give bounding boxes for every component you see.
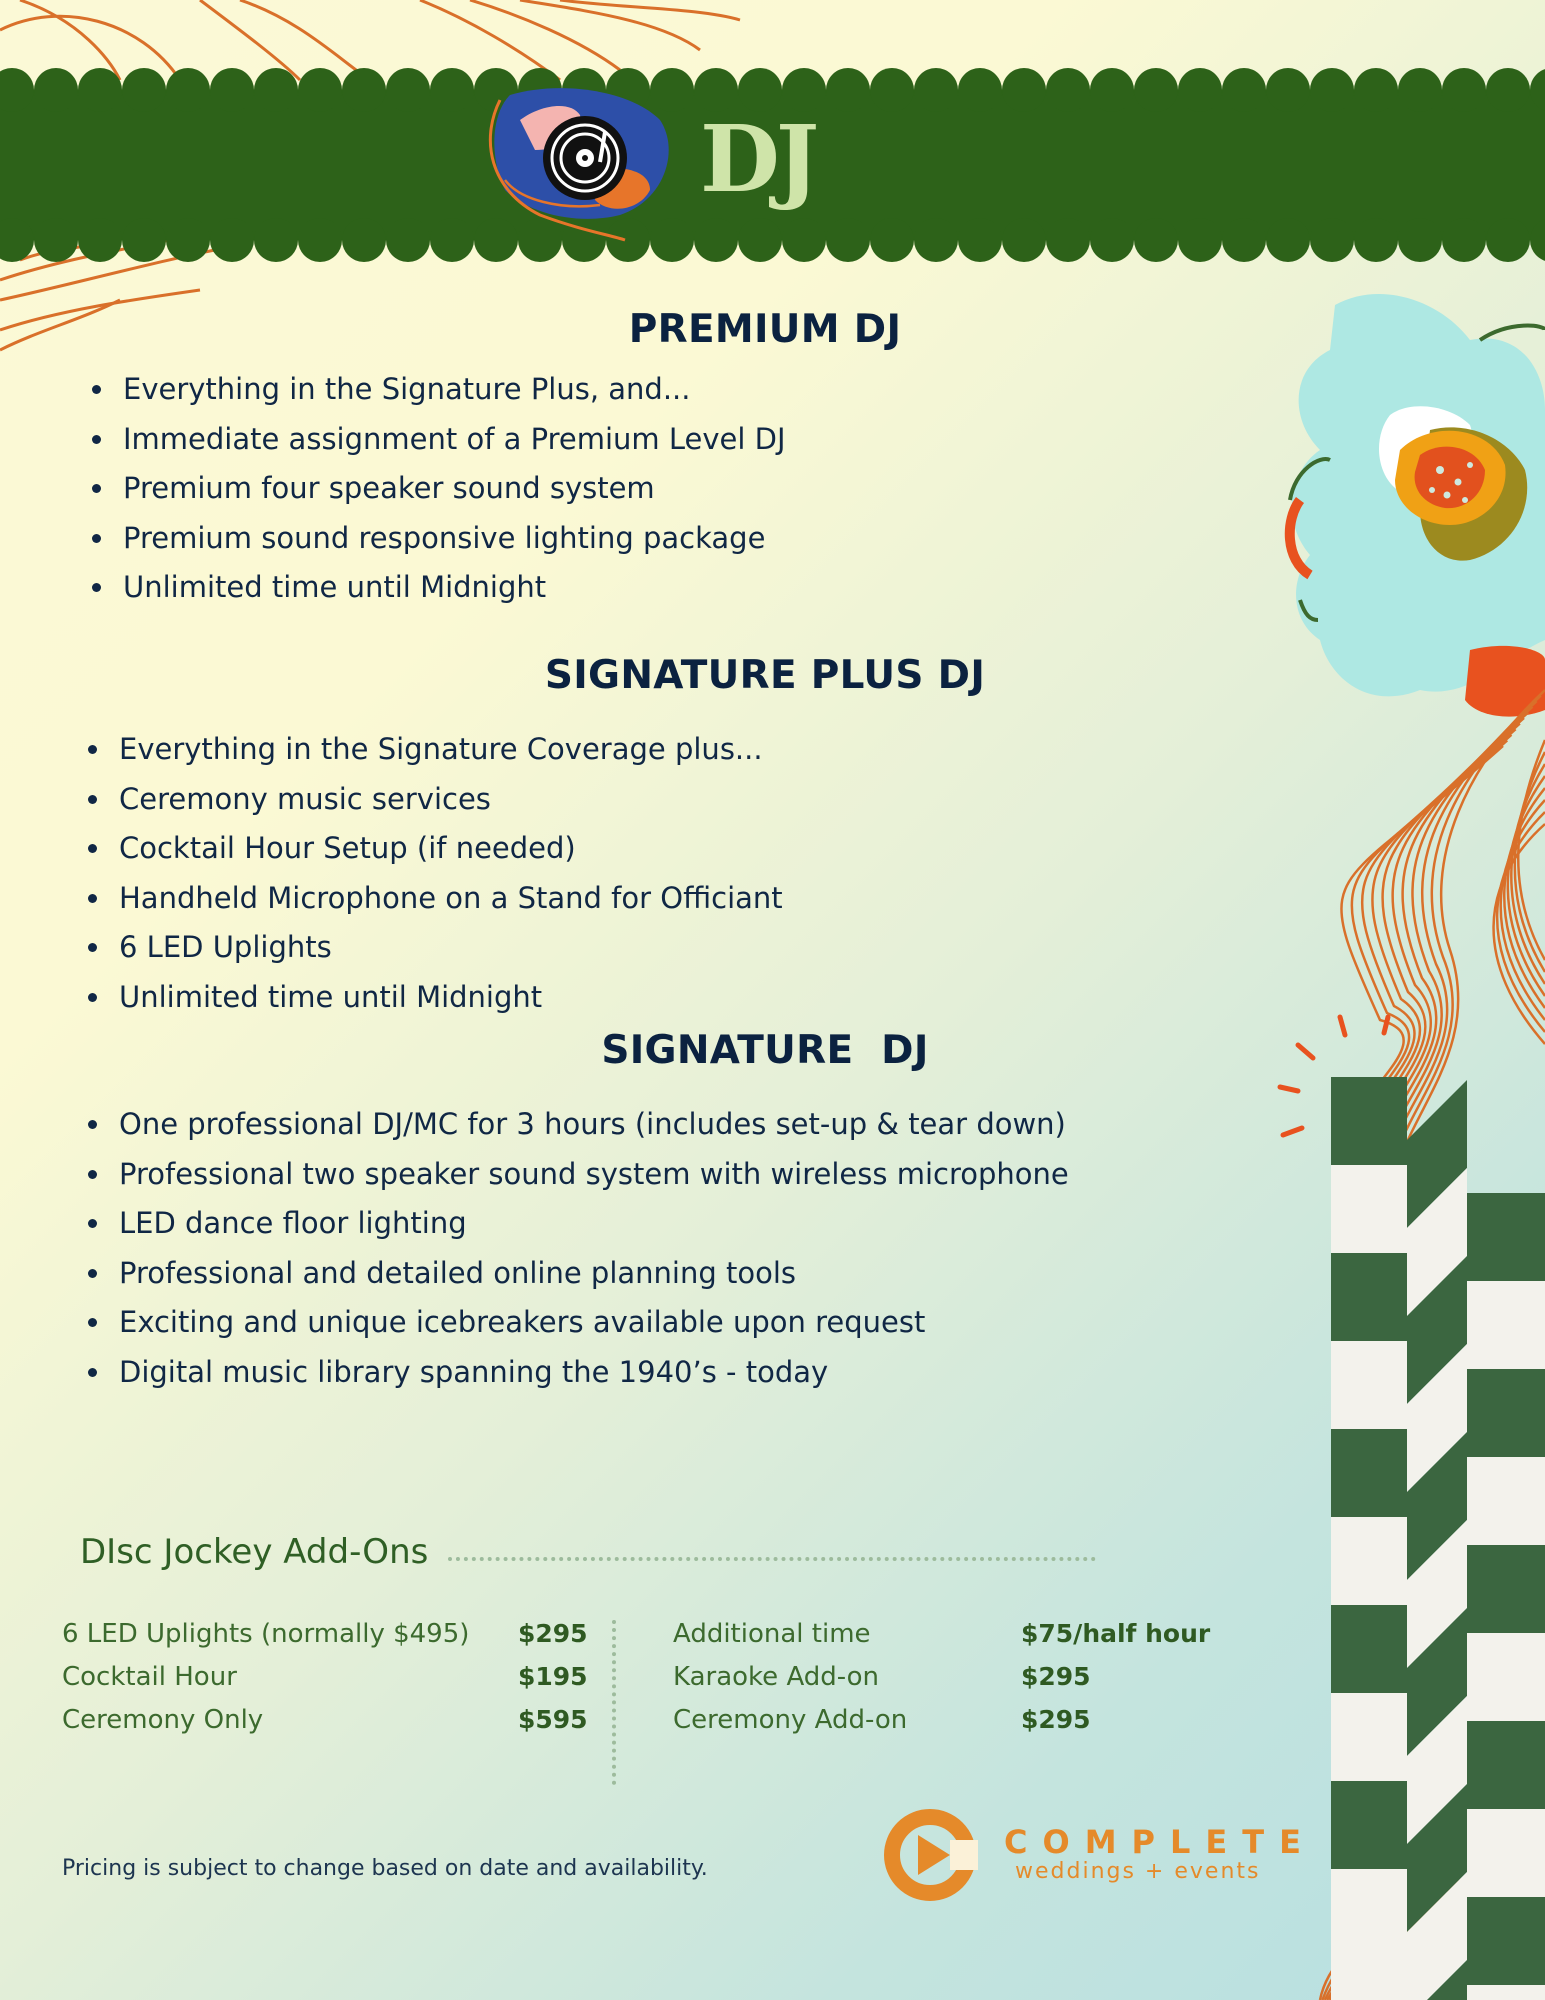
checkerboard-panel bbox=[1331, 1077, 1545, 2000]
addon-price: $75/half hour bbox=[1021, 1619, 1211, 1648]
addon-label: Ceremony Add-on bbox=[673, 1705, 908, 1735]
list-item: • Cocktail Hour Setup (if needed) bbox=[113, 824, 783, 874]
addon-price: $595 bbox=[518, 1705, 588, 1734]
section-title-signature-plus: SIGNATURE PLUS DJ bbox=[544, 653, 986, 698]
logo-tagline: weddings + events bbox=[1015, 1859, 1261, 1884]
addon-price: $295 bbox=[1021, 1662, 1091, 1691]
section-title-signature: SIGNATURE DJ bbox=[601, 1028, 929, 1073]
list-item: • Digital music library spanning the 1940’s - today bbox=[113, 1348, 1069, 1398]
addon-price: $295 bbox=[1021, 1705, 1091, 1734]
section-title-premium: PREMIUM DJ bbox=[628, 307, 902, 352]
addon-price: $195 bbox=[518, 1662, 588, 1691]
list-item: • Handheld Microphone on a Stand for Officiant bbox=[113, 874, 783, 924]
play-circle-logo-icon bbox=[892, 1817, 985, 1893]
list-item: • Premium four speaker sound system bbox=[117, 464, 786, 514]
list-item: • Professional two speaker sound system with wireless microphone bbox=[113, 1150, 1069, 1200]
addon-label: Ceremony Only bbox=[62, 1705, 264, 1735]
premium-feature-list bbox=[93, 365, 786, 613]
list-item: • Exciting and unique icebreakers available upon request bbox=[113, 1298, 1069, 1348]
addon-label: Cocktail Hour bbox=[62, 1662, 237, 1692]
list-item: • Unlimited time until Midnight bbox=[117, 563, 786, 613]
list-item: • Everything in the Signature Coverage plus... bbox=[113, 725, 783, 775]
list-item: • LED dance floor lighting bbox=[113, 1199, 1069, 1249]
list-item: • Premium sound responsive lighting package bbox=[117, 514, 786, 564]
list-item: • 6 LED Uplights bbox=[113, 923, 783, 973]
list-item: • Ceremony music services bbox=[113, 775, 783, 825]
addon-label: 6 LED Uplights (normally $495) bbox=[62, 1619, 470, 1649]
list-item: • Unlimited time until Midnight bbox=[113, 973, 783, 1023]
addons-title: DIsc Jockey Add-Ons bbox=[80, 1532, 429, 1572]
list-item: • Everything in the Signature Plus, and... bbox=[117, 365, 786, 415]
signature-feature-list bbox=[89, 1100, 1069, 1397]
addon-price: $295 bbox=[518, 1619, 588, 1648]
addon-label: Additional time bbox=[673, 1619, 871, 1649]
logo-wordmark: COMPLETE bbox=[1004, 1823, 1316, 1861]
page-title: DJ bbox=[700, 105, 816, 213]
vertical-dotted-divider bbox=[612, 1620, 616, 1785]
signature-plus-feature-list bbox=[89, 725, 783, 1022]
list-item: • Immediate assignment of a Premium Level DJ bbox=[117, 415, 786, 465]
list-item: • One professional DJ/MC for 3 hours (includes set-up & tear down) bbox=[113, 1100, 1069, 1150]
dotted-divider bbox=[448, 1557, 1096, 1561]
pricing-footnote: Pricing is subject to change based on date and availability. bbox=[62, 1856, 708, 1881]
list-item: • Professional and detailed online planning tools bbox=[113, 1249, 1069, 1299]
addon-label: Karaoke Add-on bbox=[673, 1662, 880, 1692]
